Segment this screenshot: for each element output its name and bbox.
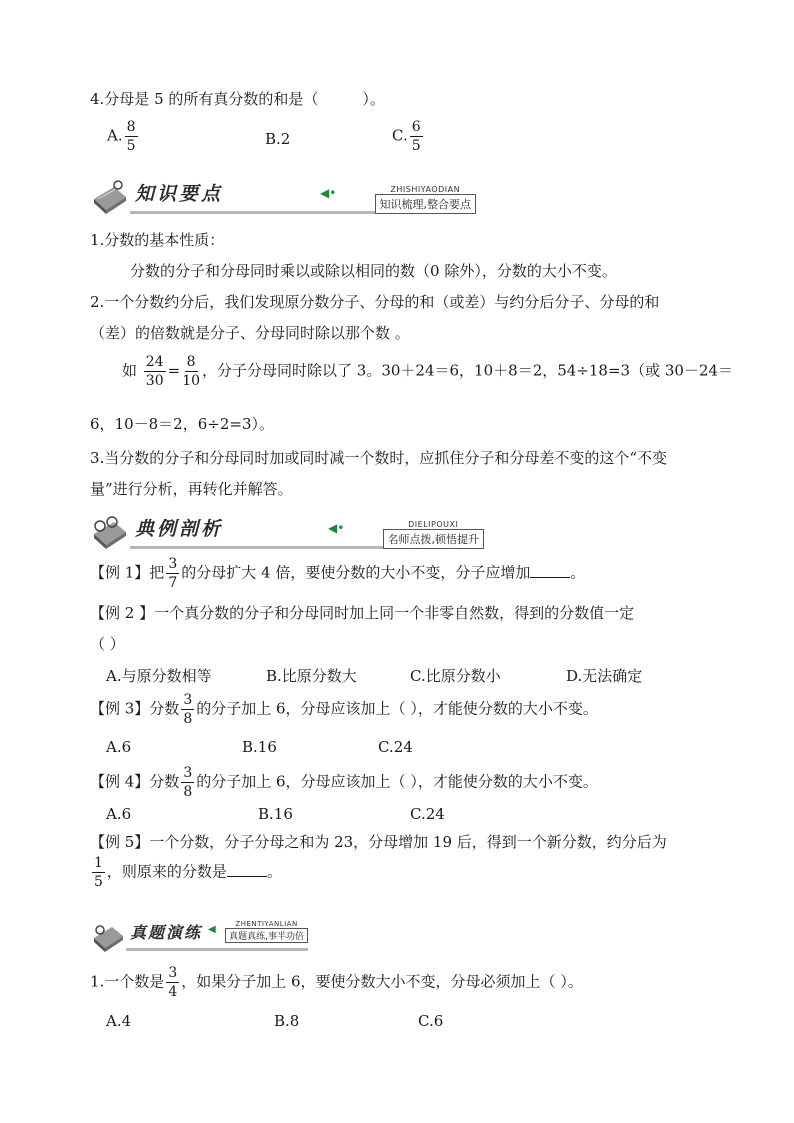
example-4-fraction <box>181 766 194 799</box>
example-4-option-b: B.16 <box>258 805 293 823</box>
q4-option-c <box>392 120 425 153</box>
fraction-denominator: 5 <box>126 138 136 154</box>
fraction-numerator: 8 <box>186 354 196 370</box>
q4-option-a-fraction <box>125 120 138 153</box>
fraction-denominator: 30 <box>145 373 164 389</box>
section-banner-practice <box>90 918 308 954</box>
banner-title: 知识要点 <box>135 183 224 205</box>
example-4-option-c: C.24 <box>410 805 445 823</box>
example-2-option-a: A.与原分数相等 <box>106 667 212 685</box>
example-5-line2 <box>90 856 282 889</box>
practice-1-option-b: B.8 <box>274 1012 300 1030</box>
equals-sign: = <box>167 361 181 380</box>
fraction-numerator: 3 <box>168 965 178 981</box>
banner-tag-chinese: 真题真练,事半功倍 <box>225 928 308 943</box>
example-4 <box>90 766 598 799</box>
section-banner-key-points <box>90 177 476 217</box>
banner-tag-chinese: 名师点拨,顿悟提升 <box>383 529 485 549</box>
k2-example <box>122 355 733 388</box>
example-4-option-a: A.6 <box>106 805 132 823</box>
example-3-option-c: C.24 <box>378 738 413 756</box>
practice-1-fraction <box>166 966 179 999</box>
green-arrow-icon: ◀ <box>208 924 216 935</box>
practice-1-option-a: A.4 <box>106 1012 132 1030</box>
fraction-numerator: 3 <box>183 765 193 781</box>
example-3 <box>90 693 598 726</box>
green-arrow-icon: ◀• <box>328 521 345 535</box>
q4-option-c-label: C. <box>392 126 408 145</box>
fraction-numerator: 6 <box>411 119 421 135</box>
k1-body: 分数的分子和分母同时乘以或除以相同的数（0 除外），分数的大小不变。 <box>130 262 617 280</box>
fraction-denominator: 4 <box>168 984 178 1000</box>
book-glasses-icon <box>90 177 130 217</box>
example-4-rest: 的分子加上 6，分母应该加上（ ），才能使分数的大小不变。 <box>196 772 598 791</box>
banner-tag-chinese: 知识梳理,整合要点 <box>375 194 477 214</box>
example-2-line1: 【例 2 】一个真分数的分子和分母同时加上同一个非零自然数，得到的分数值一定 <box>90 604 635 622</box>
fraction-denominator: 7 <box>168 575 178 591</box>
practice-1-option-c: C.6 <box>418 1012 444 1030</box>
k2-fraction-2 <box>182 355 200 388</box>
practice-1 <box>90 966 583 999</box>
q4-option-a <box>107 120 140 153</box>
example-5-rest: ，则原来的分数是 <box>106 862 227 881</box>
example-1-rest: 的分母扩大 4 倍，要使分数的大小不变，分子应增加 <box>181 563 531 582</box>
k2-line2: （差）的倍数就是分子、分母同时除以那个数 。 <box>90 324 410 342</box>
fraction-numerator: 1 <box>94 855 103 871</box>
example-3-prefix: 【例 3】分数 <box>90 699 180 718</box>
example-1-end: 。 <box>570 563 586 582</box>
book-glasses-icon <box>90 918 126 954</box>
q4-option-a-label: A. <box>107 126 123 145</box>
example-1-prefix: 【例 1】把 <box>90 563 165 582</box>
fraction-denominator: 8 <box>183 784 193 800</box>
answer-blank[interactable] <box>227 864 267 877</box>
question-4 <box>90 88 385 109</box>
k2-fraction-1 <box>144 355 166 388</box>
example-5-line1: 【例 5】一个分数，分子分母之和为 23，分母增加 19 后，得到一个新分数，约分后为 <box>90 833 667 851</box>
green-arrow-icon: ◀• <box>320 186 337 200</box>
practice-1-prefix: 1.一个数是 <box>90 972 165 991</box>
example-3-option-b: B.16 <box>242 738 277 756</box>
banner-tag <box>225 920 308 943</box>
banner-tag <box>383 520 485 549</box>
banner-title: 典例剖析 <box>135 518 224 540</box>
fraction-denominator: 8 <box>183 711 193 727</box>
example-2-line2: （ ） <box>90 635 125 653</box>
fraction-numerator: 24 <box>145 354 164 370</box>
example-3-fraction <box>181 693 194 726</box>
fraction-numerator: 3 <box>183 692 193 708</box>
example-5-end: 。 <box>266 862 282 881</box>
k2-example-rest: ，分子分母同时除以了 3。30＋24＝6，10＋8＝2，54÷18=3（或 30－24＝ <box>202 361 734 380</box>
question-4-text-end: ）。 <box>362 90 385 108</box>
q4-option-c-fraction <box>410 120 423 153</box>
banner-tag <box>375 185 477 214</box>
fraction-numerator: 3 <box>168 556 178 572</box>
banner-title: 真题演练 <box>130 923 203 942</box>
example-4-prefix: 【例 4】分数 <box>90 772 180 791</box>
example-5-fraction <box>92 856 105 889</box>
k3-line1: 3.当分数的分子和分母同时加或同时减一个数时，应抓住分子和分母差不变的这个“不变 <box>90 449 667 467</box>
k3-line2: 量”进行分析，再转化并解答。 <box>90 480 293 498</box>
example-3-rest: 的分子加上 6，分母应该加上（ ），才能使分数的大小不变。 <box>196 699 598 718</box>
section-banner-examples <box>90 512 484 552</box>
banner-underline <box>126 948 308 951</box>
fraction-denominator: 10 <box>182 373 201 389</box>
example-2-option-c: C.比原分数小 <box>410 667 501 685</box>
banner-tag-english: DIELIPOUXI <box>408 520 459 529</box>
fraction-denominator: 5 <box>411 138 421 154</box>
book-glasses-icon <box>90 512 130 552</box>
example-2-option-d: D.无法确定 <box>566 667 643 685</box>
k2-line4: 6，10－8＝2，6÷2=3）。 <box>90 415 274 433</box>
answer-blank[interactable] <box>530 565 570 578</box>
example-3-option-a: A.6 <box>106 738 132 756</box>
example-1 <box>90 557 585 590</box>
example-1-fraction <box>166 557 179 590</box>
practice-1-rest: ，如果分子加上 6，要使分数大小不变，分母必须加上（ ）。 <box>181 972 583 991</box>
k2-line1: 2.一个分数约分后，我们发现原分数分子、分母的和（或差）与约分后分子、分母的和 <box>90 293 660 311</box>
fraction-denominator: 5 <box>94 874 103 890</box>
k1-heading: 1.分数的基本性质： <box>90 231 225 249</box>
banner-tag-english: ZHENTIYANLIAN <box>235 920 298 928</box>
k2-example-prefix: 如 <box>122 361 138 380</box>
fraction-numerator: 8 <box>126 119 136 135</box>
question-4-text: 4.分母是 5 的所有真分数的和是（ <box>90 90 319 108</box>
banner-tag-english: ZHISHIYAODIAN <box>390 185 461 194</box>
example-2-option-b: B.比原分数大 <box>266 667 357 685</box>
q4-option-b: B.2 <box>265 130 291 148</box>
